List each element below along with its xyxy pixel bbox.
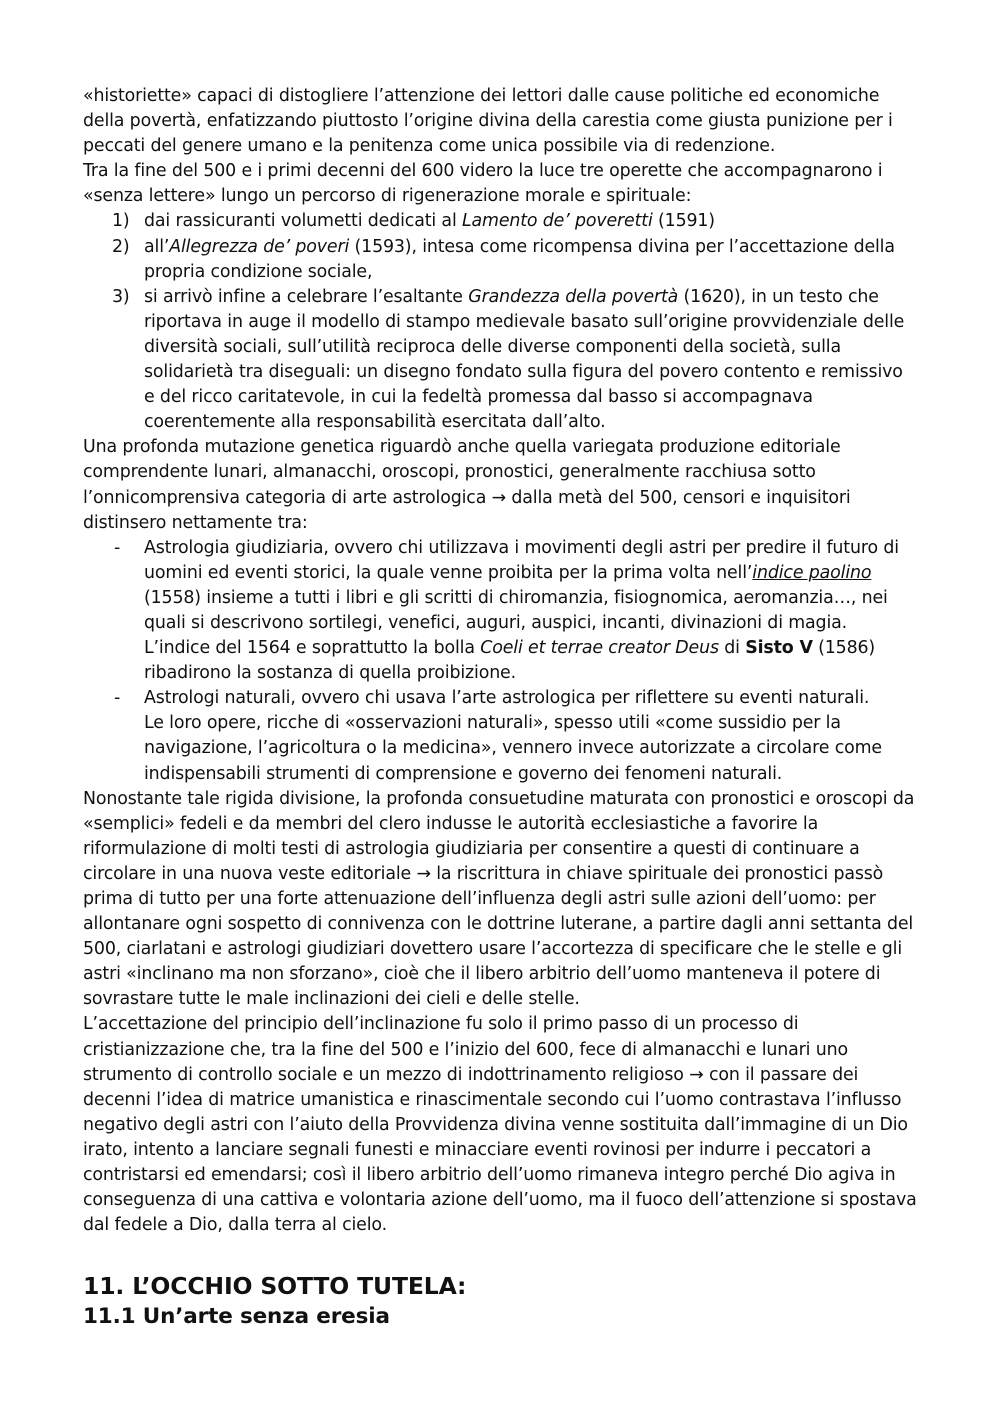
paragraph-mutazione: Una profonda mutazione genetica riguardò anche quella variegata produzione editoriale comprendente lunari, almanacchi, oroscopi, pronostici, generalmente racchiusa sotto l’onnicomprensiva categoria di arte astrologica → dalla metà del 500, censori e inquisitori distinsero nettamente tra: [83, 437, 851, 533]
list-marker: 2) [112, 236, 130, 257]
list-item-text-run: Coeli et terrae creator Deus [480, 638, 719, 659]
list-item-text [144, 538, 899, 683]
paragraph-intro: «historiette» capaci di distogliere l’attenzione dei lettori dalle cause politiche ed economiche della povertà, enfatizzando piuttosto l’origine divina della carestia come giusta punizione per i peccati del genere umano e la penitenza come unica possibile via di redenzione. [83, 86, 893, 157]
list-item-text-run: Lamento de’ poveretti [462, 211, 653, 232]
list-item-text-run: si arrivò infine a celebrare l’esaltante [144, 286, 469, 307]
list-item-text-run: (1593), intesa come ricompensa divina per l’accettazione della propria condizione sociale, [144, 236, 895, 282]
list-item-text-run: dai rassicuranti volumetti dedicati al [144, 211, 462, 232]
list-item-text-run: Astrologi naturali, ovvero chi usava l’arte astrologica per riflettere su eventi naturali. [144, 688, 870, 709]
list-item-text-run: Sisto V [745, 638, 813, 659]
list-item-text-run: Le loro opere, ricche di «osservazioni naturali», spesso utili «come sussidio per la navigazione, l’agricoltura o la medicina», vennero invece autorizzate a circolare come indispensabili strumenti di comprensione e governo dei fenomeni naturali. [144, 713, 882, 784]
list-item-text-run: (1586) ribadirono la sostanza di quella proibizione. [144, 638, 876, 684]
list-marker: - [114, 688, 121, 709]
paragraph-nonostante: Nonostante tale rigida divisione, la profonda consuetudine maturata con pronostici e oroscopi da «semplici» fedeli e da membri del clero indusse le autorità ecclesiastiche a favorire la riformulazione di molti testi di astrologia giudiziaria per consentire a questi di continuare a circolare in una nuova veste editoriale → la riscrittura in chiave spirituale dei pronostici passò prima di tutto per una forte attenuazione dell’influenza degli astri sulle azioni dell’uomo: per allontanare ogni sospetto di connivenza con le dottrine luterane, a partire dagli anni settanta del 500, ciarlatani e astrologi giudiziari dovettero usare l’accortezza di specificare che le stelle e gli astri «inclinano ma non sforzano», cioè che il libero arbitrio dell’uomo manteneva il potere di sovrastare tutte le male inclinazioni dei cieli e delle stelle. [83, 788, 915, 1010]
paragraph-tra-la-fine: Tra la fine del 500 e i primi decenni del 600 videro la luce tre operette che accompagnarono i «senza lettere» lungo un percorso di rigenerazione morale e spirituale: [83, 161, 883, 207]
section-heading: 11. L’OCCHIO SOTTO TUTELA: [83, 1272, 467, 1301]
document-page [83, 84, 918, 1332]
list-item-text-run: Astrologia giudiziaria, ovvero chi utilizzava i movimenti degli astri per predire il futuro di uomini ed eventi storici, la quale venne proibita per la prima volta nell’ [144, 537, 899, 583]
list-item-text [144, 287, 904, 432]
list-item-text [144, 688, 882, 783]
list-item [83, 235, 918, 285]
list-item-text-run: (1558) insieme a tutti i libri e gli scritti di chiromanzia, fisiognomica, aeromanzia…, nei quali si descrivono sortilegi, venefici, auguri, auspici, incanti, divinazioni di magia. L’indice del 1564 e soprattutto la bolla [144, 587, 888, 659]
list-item [83, 536, 918, 687]
list-item-text-run: indice paolino [752, 562, 872, 583]
list-marker: 1) [112, 211, 130, 232]
list-item-text-run: Grandezza della povertà [468, 286, 679, 307]
list-item [83, 285, 918, 436]
subsection-heading: 11.1 Un’arte senza eresia [83, 1304, 390, 1330]
dash-list-astrologia [83, 536, 918, 787]
list-marker: - [114, 537, 121, 558]
list-item [83, 209, 918, 234]
list-item-text [144, 211, 715, 231]
list-item-text-run: (1620), in un testo che riportava in auge il modello di stampo medievale basato sull’origine provvidenziale delle diversità sociali, sull’utilità reciproca delle diverse componenti della società, sulla solidarietà tra diseguali: un disegno fondato sulla figura del povero contento e remissivo e del ricco caritatevole, in cui la fedeltà promessa dal basso si accompagnava coerentemente alla responsabilità esercitata dall’alto. [144, 286, 905, 433]
list-marker: 3) [112, 286, 130, 307]
paragraph-accettazione: L’accettazione del principio dell’inclinazione fu solo il primo passo di un processo di cristianizzazione che, tra la fine del 500 e l’inizio del 600, fece di almanacchi e lunari uno strumento di controllo sociale e un mezzo di indottrinamento religioso → con il passare dei decenni l’idea di matrice umanistica e rinascimentale secondo cui l’uomo contrastava l’influsso negativo degli astri con l’aiuto della Provvidenza divina venne sostituita dall’immagine di un Dio irato, intento a lanciare segnali funesti e minacciare eventi rovinosi per indurre i peccatori a contristarsi ed emendarsi; così il libero arbitrio dell’uomo rimaneva integro perché Dio agiva in conseguenza di una cattiva e volontaria azione dell’uomo, ma il fuoco dell’attenzione si spostava dal fedele a Dio, dalla terra al cielo. [83, 1014, 917, 1236]
list-item-text-run: di [718, 638, 746, 659]
list-item-text-run: Allegrezza de’ poveri [169, 236, 350, 257]
list-item-text [144, 237, 895, 282]
numbered-list-operette [83, 209, 918, 435]
list-item-text-run: all’ [144, 236, 170, 257]
list-item-text-run: (1591) [652, 211, 715, 232]
list-item [83, 686, 918, 786]
